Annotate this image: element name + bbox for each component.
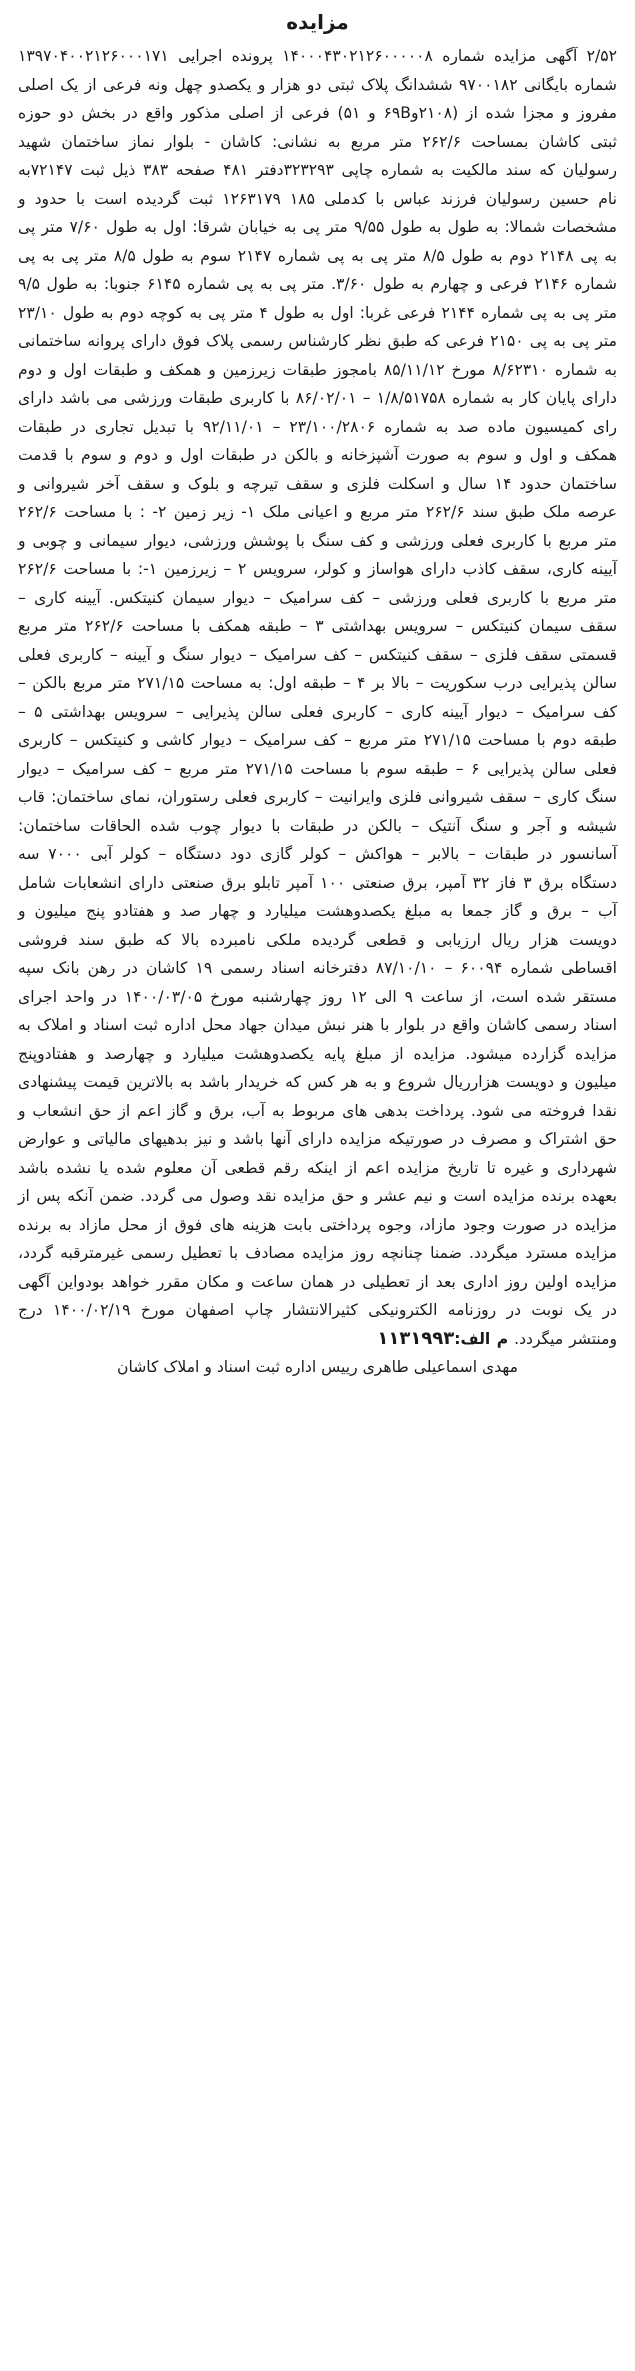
reference-prefix: م الف: [454,1329,509,1348]
notice-body-text: ۲/۵۲ آگهی مزایده شماره ۱۴۰۰۰۴۳۰۲۱۲۶۰۰۰۰۰۸ پرونده اجرایی ۱۳۹۷۰۴۰۰۲۱۲۶۰۰۰۱۷۱ شماره بایگانی ۹۷۰۰۱۸۲ ششدانگ پلاک ثبتی دو هزار و یکصدو چهل ونه فرعی از یک اصلی مفروز و مجزا شده از (۲۱۰۸و۶۹B و ۵۱) فرعی از اصلی مذکور واقع در بخش دو حوزه ثبتی کاشان بمساحت ۲۶۲/۶ متر مربع به نشانی: کاشان - بلوار نماز ساختمان شهید رسولیان که سند مالکیت به شماره چاپی ۳۲۳۲۹۳دفتر ۴۸۱ صفحه ۳۸۳ ذیل ثبت ۷۲۱۴۷به نام حسین رسولیان فرزند عباس با کدملی ۱۸۵ ۱۲۶۳۱۷۹ ثبت گردیده است با حدود و مشخصات شمالا: به طول به طول ۹/۵۵ متر پی به خیابان شرقا: اول به طول ۷/۶۰ متر پی به پی ۲۱۴۸ دوم به طول ۸/۵ متر پی به پی شماره ۲۱۴۷ سوم به طول ۸/۵ متر پی به پی شماره ۲۱۴۶ فرعی و چهارم به طول ۳/۶۰. متر پی به پی شماره ۶۱۴۵ جنوبا: به طول ۹/۵ متر پی به پی شماره ۲۱۴۴ فرعی غربا: اول به طول ۴ متر پی به کوچه دوم به طول ۲۳/۱۰ متر پی به پی ۲۱۵۰ فرعی که طبق نظر کارشناس رسمی پلاک فوق دارای پروانه ساختمانی به شماره ۸/۶۲۳۱۰ مورخ ۸۵/۱۱/۱۲ بامجوز طبقات زیرزمین و همکف و طبقات اول و دوم دارای پایان کار به شماره ۱/۸/۵۱۷۵۸ – ۸۶/۰۲/۰۱ با کاربری طبقات ورزشی می باشد دارای رای کمیسیون ماده صد به شماره ۲۳/۱۰۰/۲۸۰۶ – ۹۲/۱۱/۰۱ با تبدیل تجاری در طبقات همکف و اول و سوم به صورت آشپزخانه و بالکن در طبقات اول و دوم و سوم با قدمت ساختمان حدود ۱۴ سال و اسکلت فلزی و سقف تیرچه و بلوک و سقف آخر شیروانی و عرصه ملک طبق سند ۲۶۲/۶ متر مربع و اعیانی ملک ۱- زیر زمین ۲- : با مساحت ۲۶۲/۶ متر مربع با کاربری فعلی ورزشی و کف سنگ با پوشش ورزشی، دیوار سیمانی و چوبی و آیینه کاری، سقف کاذب دارای هواساز و کولر، سرویس ۲ – زیرزمین ۱-: با مساحت ۲۶۲/۶ متر مربع با کاربری فعلی ورزشی – کف سرامیک – دیوار سیمان کنیتکس. آیینه کاری – سقف سیمان کنیتکس – سرویس بهداشتی ۳ – طبقه همکف با مساحت ۲۶۲/۶ متر مربع قسمتی سقف فلزی – سقف کنیتکس – کف سرامیک – دیوار سنگ و آیینه – کاربری فعلی سالن پذیرایی درب سکوریت – بالا بر ۴ – طبقه اول: به مساحت ۲۷۱/۱۵ متر مربع بالکن – کف سرامیک – دیوار آیینه کاری – کاربری فعلی سالن پذیرایی – سرویس بهداشتی ۵ – طبقه دوم با مساحت ۲۷۱/۱۵ متر مربع – کف سرامیک – دیوار کاشی و کنیتکس – کاربری فعلی سالن پذیرایی ۶ – طبقه سوم با مساحت ۲۷۱/۱۵ متر مربع – کف سرامیک – دیوار سنگ کاری – سقف شیروانی فلزی وایرانیت – کاربری فعلی رستوران، نمای ساختمان: قاب شیشه و آجر و سنگ آنتیک – بالکن در طبقات با دیوار چوب شده الحاقات ساختمان: آسانسور در طبقات – بالابر – هواکش – کولر گازی دود دستگاه – کولر آبی ۷۰۰۰ سه دستگاه برق ۳ فاز ۳۲ آمپر، برق صنعتی ۱۰۰ آمپر تابلو برق صنعتی دارای انشعابات شامل آب – برق و گاز جمعا به مبلغ یکصدوهشت میلیارد و چهار صد و هفتادو پنج میلیون و دویست هزار ریال ارزیابی و قطعی گردیده ملکی نامبرده بالا که طبق سند فروشی اقساطی شماره ۶۰۰۹۴ – ۸۷/۱۰/۱۰ دفترخانه اسناد رسمی ۱۹ کاشان در رهن بانک سپه مستقر شده است، از ساعت ۹ الی ۱۲ روز چهارشنبه مورخ ۱۴۰۰/۰۳/۰۵ در واحد اجرای اسناد رسمی کاشان واقع در بلوار با هنر نبش میدان جهاد محل اداره ثبت اسناد و املاک به مزایده گزارده میشود. مزایده از مبلغ پایه یکصدوهشت میلیارد و چهارصد و هفتادوپنج میلیون و دویست هزارریال شروع و به هر کس که خریدار باشد به بالاترین قیمت پیشنهادی نقدا فروخته می شود. پرداخت بدهی های مربوط به آب، برق و گاز اعم از حق انشعاب و حق اشتراک و مصرف در صورتیکه مزایده دارای آنها باشد و نیز بدهیهای مالیاتی و عوارض شهرداری و غیره تا تاریخ مزایده اعم از اینکه رقم قطعی آن معلوم شده یا نشده باشد بعهده برنده مزایده است و نیم عشر و حق مزایده نقد وصول می گردد. ضمن آنکه پس از مزایده در صورت وجود مازاد، وجوه پرداختی بابت هزینه های فوق از محل مازاد به برنده مزایده مسترد میگردد. ضمنا چنانچه روز مزایده مصادف با تعطیل رسمی غیرمترقبه گردد، مزایده اولین روز اداری بعد از تعطیلی در همان ساعت و مکان مقرر خواهد بودواین آگهی در یک نوبت در روزنامه الکترونیکی کثیرالانتشار چاپ اصفهان مورخ ۱۴۰۰/۰۲/۱۹ درج ومنتشر میگردد. [18,47,618,1348]
signature-line: مهدی اسماعیلی طاهری رییس اداره ثبت اسناد و املاک کاشان [117,1358,518,1376]
reference-number: ۱۱۳۱۹۹۳ [377,1327,455,1349]
notice-title: مزایده [286,10,349,34]
notice-body [18,42,617,1353]
